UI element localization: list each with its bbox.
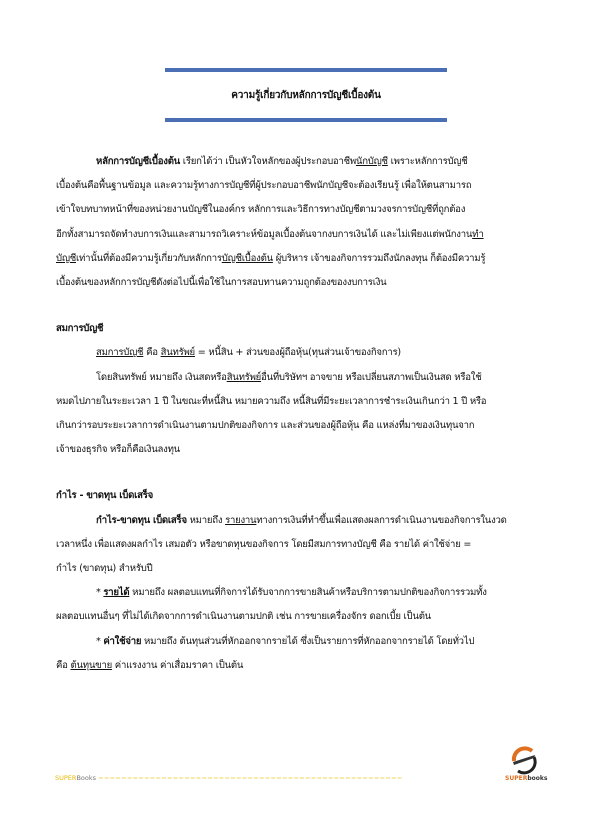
revenue-line-1 [56,581,562,605]
document-body [56,150,562,678]
section-heading-profit-loss: กำไร - ขาดทุน เบ็ดเสร็จ [56,490,153,502]
expense-line-2 [56,654,562,678]
title-rule-bottom [165,118,447,122]
intro-line-5 [56,247,562,271]
expense-term: ค่าใช้จ่าย [103,635,142,647]
text: อื่นที่บริษัทฯ อาจขาย หรือเปลี่ยนสภาพเป็นเงินสด หรือใช้ [261,371,482,383]
text: เท่านั้นที่ต้องมีความรู้เกี่ยวกับหลักการ [76,252,222,264]
pl-line-3: กำไร (ขาดทุน) สำหรับปี [56,563,153,575]
logo-books: books [527,775,548,782]
intro-bold-lead: หลักการบัญชีเบื้องต้น [96,156,180,167]
footer-brand-super: SUPER [55,774,77,782]
expense-line-1 [56,630,562,654]
text: อีกทั้งสามารถจัดทำงบการเงินและสามารถวิเคราะห์ข้อมูลเบื้องต้นจากงบการเงินได้ และไม่เพียงแต่พนักงาน [56,228,473,240]
link-cost-of-sales[interactable]: ต้นทุนขาย [70,659,112,671]
bullet-star: * [96,587,104,599]
section-heading-equation: สมการบัญชี [56,323,104,335]
footer-divider: ===================================================== [98,774,403,782]
link-accounting-equation[interactable]: สมการบัญชี [96,347,144,359]
link-do-accounting-a[interactable]: ทำ [472,228,484,240]
bullet-star: * [96,635,104,647]
text: เพราะหลักการบัญชี [387,156,468,167]
revenue-line-2: ผลตอบแทนอื่นๆ ที่ไม่ได้เกิดจากการดำเนินงานตามปกติ เช่น การขายเครื่องจักร ดอกเบี้ย เป็นต้น [56,611,431,623]
intro-line-3: เข้าใจบทบาทหน้าที่ของหน่วยงานบัญชีในองค์กร หลักการและวิธีการทางบัญชีตามวงจรการบัญชีที่ถูกต้อง [56,204,466,216]
text: หมายถึง ต้นทุนส่วนที่หักออกจากรายได้ ซึ่งเป็นรายการที่หักออกจากรายได้ โดยทั่วไป [141,635,475,647]
text: ทางการเงินที่ทำขึ้นเพื่อแสดงผลการดำเนินงานของกิจการในงวด [256,514,507,526]
link-assets[interactable]: สินทรัพย์ [160,347,195,359]
assets-line-3: เกินกว่ารอบระยะเวลาการดำเนินงานตามปกติของกิจการ และส่วนของผู้ถือหุ้น คือ แหล่งที่มาของเงินทุนจาก [56,420,475,432]
intro-line-4 [56,223,562,247]
text: ผู้บริหาร เจ้าของกิจการรวมถึงนักลงทุน ก็ต้องมีความรู้ [272,252,486,264]
text: โดยสินทรัพย์ หมายถึง เงินสดหรือ [96,371,227,383]
title-rule-top [165,68,447,72]
link-accountant[interactable]: นักบัญชี [355,156,388,167]
link-revenue[interactable]: รายได้ [103,587,130,599]
logo-super: SUPER [505,775,528,782]
text: = หนี้สิน + ส่วนของผู้ถือหุ้น(ทุนส่วนเจ้าของกิจการ) [194,347,401,359]
link-report[interactable]: รายงาน [225,514,257,526]
intro-line-2: เบื้องต้นคือพื้นฐานข้อมูล และความรู้ทางการบัญชีที่ผู้ประกอบอาชีพนักบัญชีจะต้องเรียนรู้ เพื่อให้ตนสามารถ [56,180,472,192]
footer-brand-books: Books [76,774,97,782]
text: หมายถึง ผลตอบแทนที่กิจการได้รับจากการขายสินค้าหรือบริการตามปกติของกิจการรวมทั้ง [129,587,487,599]
assets-line-1 [56,366,562,390]
link-assets-2[interactable]: สินทรัพย์ [226,371,262,383]
pl-line-2: เวลาหนึ่ง เพื่อแสดงผลกำไร เสมอตัว หรือขาดทุนของกิจการ โดยมีสมการทางบัญชี คือ รายได้ ค่าใช้จ่าย = [56,538,472,550]
intro-line-6: เบื้องต้นของหลักการบัญชีดังต่อไปนี้เพื่อใช้ในการสอบทานความถูกต้องของงบการเงิน [56,277,387,289]
text: คือ [56,659,71,671]
superbooks-logo-icon [508,745,540,775]
page-title: ความรู้เกี่ยวกับหลักการบัญชีเบื้องต้น [231,90,381,101]
intro-line-1 [56,150,562,174]
text: ค่าแรงงาน ค่าเสื่อมราคา เป็นต้น [111,659,244,671]
footer-brand-line [55,774,403,782]
text: เรียกได้ว่า เป็นหัวใจหลักของผู้ประกอบอาชีพ [180,156,356,167]
text: หมายถึง [186,514,226,526]
equation-line [56,341,562,365]
assets-line-2: หมดไปภายในระยะเวลา 1 ปี ในขณะที่หนี้สิน หมายความถึง หนี้สินที่มีระยะเวลาการชำระเงินเกินกว่า 1 ปี หรือ [56,395,487,407]
logo-wordmark [505,775,547,782]
title-box [165,68,447,122]
pl-bold-lead: กำไร-ขาดทุน เบ็ดเสร็จ [96,514,187,526]
pl-line-1 [56,509,562,533]
link-basic-accounting[interactable]: บัญชีเบื้องต้น [221,252,273,264]
assets-line-4: เจ้าของธุรกิจ หรือก็คือเงินลงทุน [56,444,180,456]
link-do-accounting-b[interactable]: บัญชี [56,252,77,264]
text: คือ [143,347,161,359]
